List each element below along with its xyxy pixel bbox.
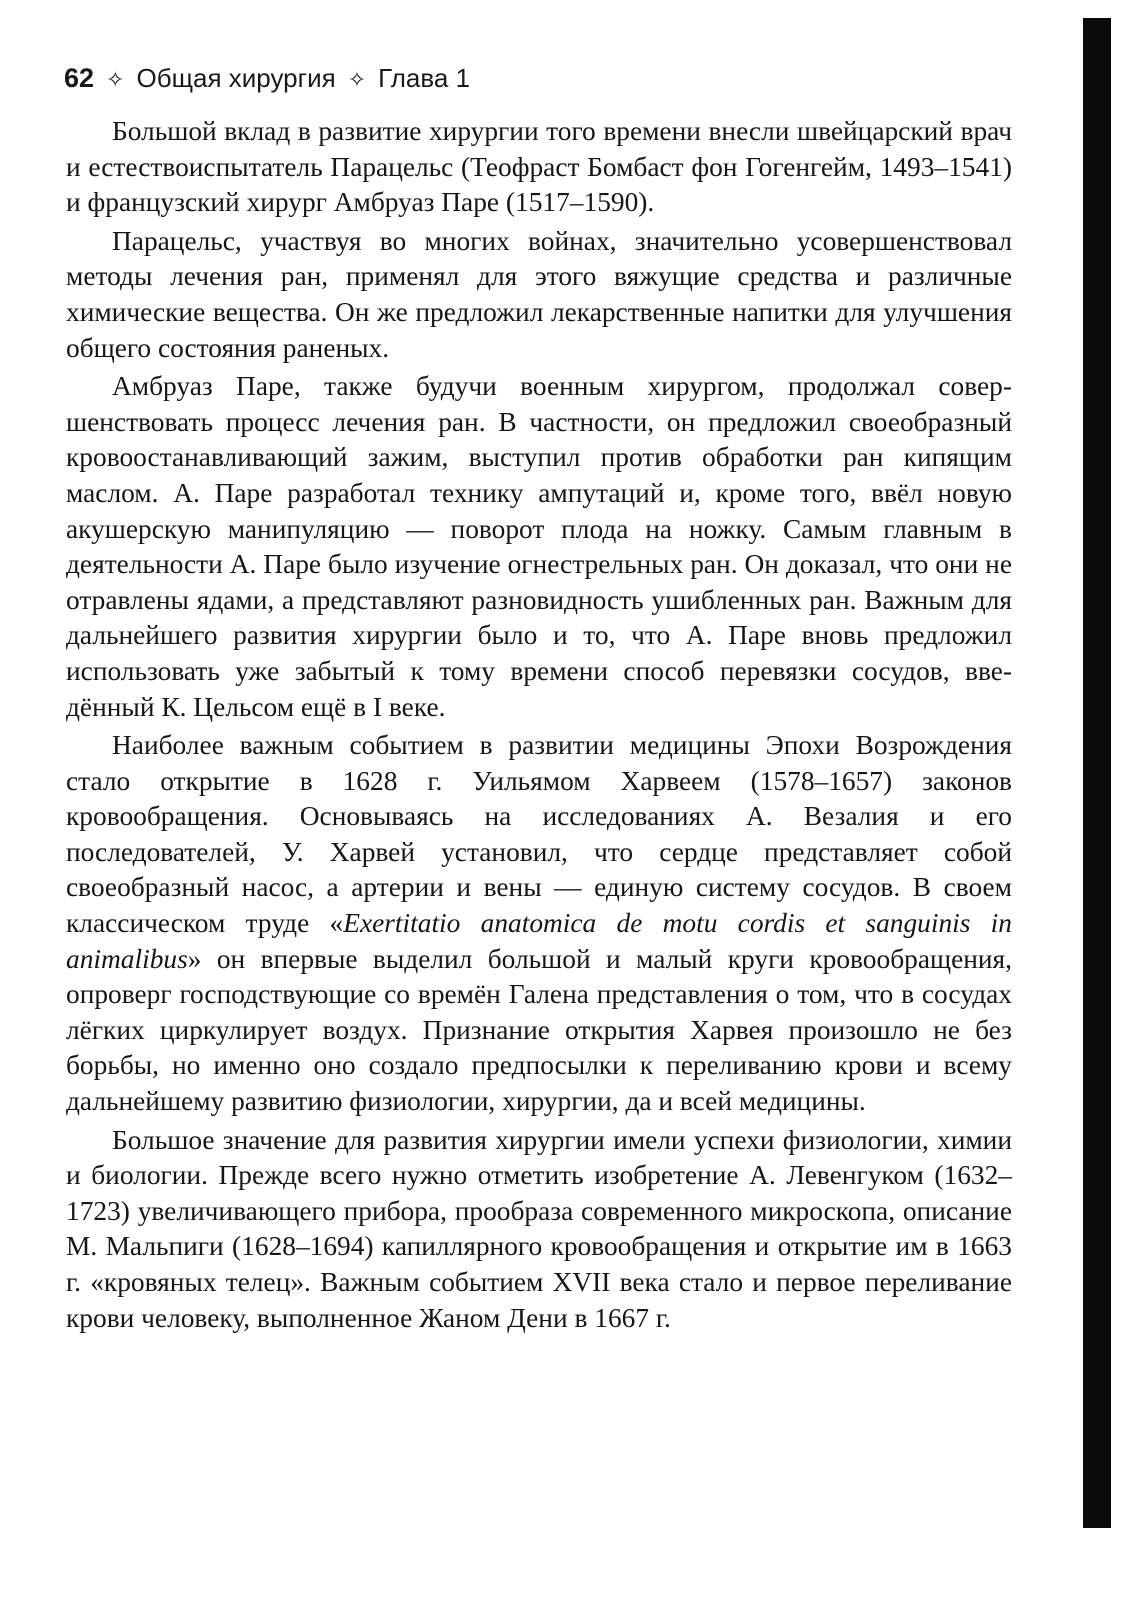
chapter-label: Глава 1 xyxy=(378,63,471,93)
separator-diamond-icon: ✧ xyxy=(347,67,367,92)
harvey-text-after-title: » он впервые выделил большой и малый круги кровообращения, опроверг господствующие со времён Галена представления о том, что в сосудах лёгких циркулирует воздух. Признание открытия Харвея произошло не без борьбы, но именно оно создало предпосылки к переливанию крови и всему дальнейшему развитию физиологии, хирургии, да и всей медицины. xyxy=(66,943,1012,1117)
page-number: 62 xyxy=(64,63,95,93)
book-title: Общая хирургия xyxy=(136,63,336,93)
paragraph-paracelsus: Парацельс, участвуя во многих войнах, значительно усовершенствовал методы лечения ран, применял для этого вяжущие средства и различные химические вещества. Он же предложил лекарственные напитки для улучшения общего состояния раненых. xyxy=(66,225,1012,363)
paragraph-ambroise-pare: Амбруаз Паре, также будучи военным хирургом, продолжал совершенствовать процесс лечения ран. В частности, он предложил своеобразный кровоостанавливающий зажим, выступил против обработки ран кипящим маслом. А. Паре разработал технику ампутаций и, кроме того, ввёл новую акушерскую манипуляцию — поворот плода на ножку. Самым главным в деятельности А. Паре было изучение огнестрельных ран. Он доказал, что они не отравлены ядами, а представляют разновидность ушибленных ран. Важным для дальнейшего развития хирургии было и то, что А. Паре вновь предложил использовать уже забытый к тому времени способ перевязки сосудов, введённый К. Цельсом ещё в I веке. xyxy=(66,371,1012,722)
scan-edge-bar xyxy=(1083,18,1111,1528)
separator-diamond-icon: ✧ xyxy=(106,67,125,92)
harvey-treatise-title: Exertitatio anatomica de motu cordis et sanguinis in animalibus xyxy=(66,908,1012,974)
paragraph-harvey xyxy=(66,728,1012,1120)
running-header xyxy=(64,58,470,100)
paragraph-paracelsus-pare-intro: Большой вклад в развитие хирургии того времени внесли швейцарский врач и естествоиспытатель Парацельс (Теофраст Бомбаст фон Гогенгейм, 1493–1541) и французский хирург Амбруаз Паре (1517–1590). xyxy=(66,116,1012,218)
paragraph-physiology-advances: Большое значение для развития хирургии имели успехи физиологии, химии и биологии. Прежде всего нужно отметить изобретение А. Левенгуком (1632–1723) увеличивающего прибора, прообраза современного микроскопа, описание М. Мальпиги (1628–1694) капиллярного кровообращения и открытие им в 1663 г. «кровяных телец». Важным событием XVII века стало и первое переливание крови человеку, выполненное Жаном Дени в 1667 г. xyxy=(66,1124,1012,1333)
body-text xyxy=(66,114,1012,1339)
harvey-text-before-title: Наиболее важным событием в развитии медицины Эпохи Возрождения стало открытие в 1628 г. Уильямом Харвеем (1578–1657) законов кровообращения. Основываясь на исследованиях А. Везалия и его последователей, У. Харвей установил, что сердце представляет собой своеобразный насос, а артерии и вены — единую систему сосудов. В своем классическом труде « xyxy=(66,730,1012,939)
